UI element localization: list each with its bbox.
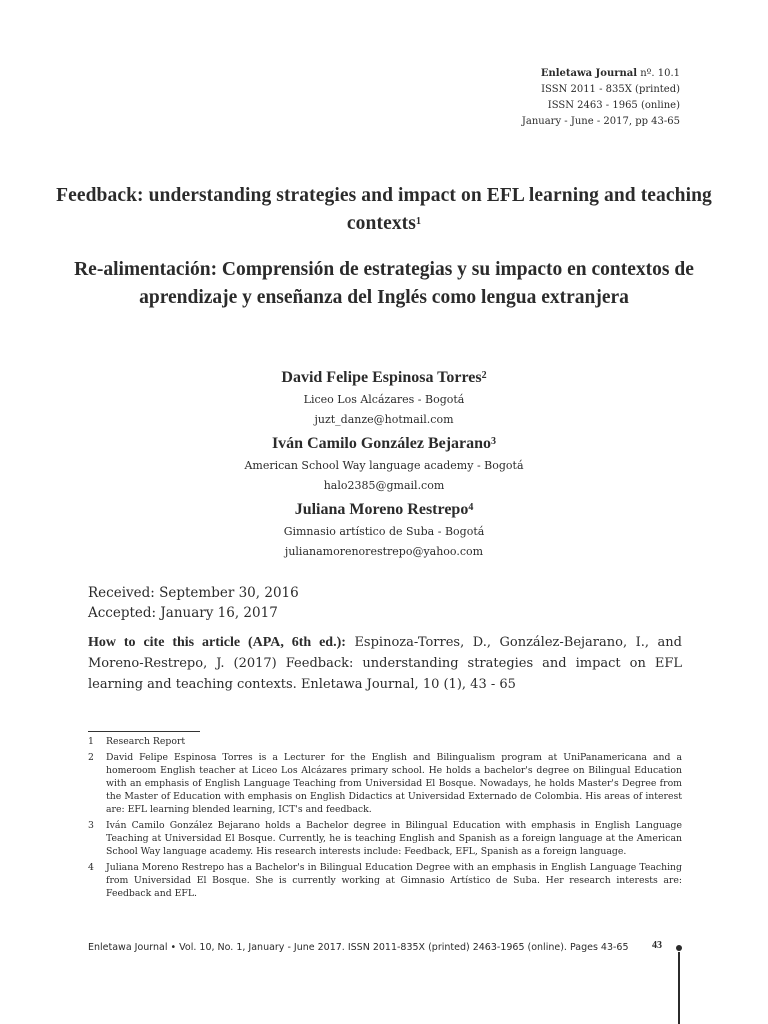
footnote-number: 3 <box>88 820 94 831</box>
author-name <box>0 498 768 522</box>
issue-number: nº. 10.1 <box>637 68 680 79</box>
citation-label: How to cite this article (APA, 6th ed.): <box>88 635 346 650</box>
author-affiliation: American School Way language academy - Bogotá <box>244 459 524 472</box>
footnote <box>88 861 682 900</box>
page-marker-dot-icon <box>676 945 682 951</box>
author-footnote-mark[interactable]: 4 <box>468 502 474 513</box>
footnote-text: Research Report <box>106 736 186 747</box>
article-title-text: Feedback: understanding strategies and impact on EFL learning and teaching contexts <box>56 185 712 234</box>
author-name-text: Juliana Moreno Restrepo <box>294 501 469 518</box>
author-email[interactable]: halo2385@gmail.com <box>323 479 445 492</box>
issn-printed: ISSN 2011 - 835X (printed) <box>541 84 680 95</box>
author-name-text: David Felipe Espinosa Torres <box>281 369 482 386</box>
journal-name: Enletawa Journal <box>540 68 638 79</box>
citation-block <box>88 632 682 695</box>
received-date: Received: September 30, 2016 <box>88 585 299 601</box>
author-name <box>0 366 768 390</box>
issn-online: ISSN 2463 - 1965 (online) <box>547 100 680 111</box>
author-affiliation: Gimnasio artístico de Suba - Bogotá <box>283 525 485 538</box>
footnote <box>88 735 682 748</box>
title-footnote-mark[interactable]: 1 <box>415 216 422 227</box>
footnote-number: 4 <box>88 862 94 873</box>
journal-issue <box>380 66 680 82</box>
accepted-date: Accepted: January 16, 2017 <box>88 605 278 621</box>
footnote-text: Juliana Moreno Restrepo has a Bachelor's in Bilingual Education Degree with an emphasis in English Language Teaching from Universidad El Bosque. She is currently working at Gimnasio Artístico de Suba. Her research interests are: Feedback and EFL. <box>106 862 682 899</box>
footnote <box>88 819 682 858</box>
footnote-divider <box>88 731 200 732</box>
page-number: 43 <box>652 940 662 951</box>
article-dates <box>88 583 299 623</box>
author-email[interactable]: julianamorenorestrepo@yahoo.com <box>284 545 484 558</box>
author-list <box>0 366 768 564</box>
page-footer: Enletawa Journal • Vol. 10, No. 1, January - June 2017. ISSN 2011-835X (printed) 2463-1965 (online). Pages 43-65 <box>88 942 629 953</box>
author-block <box>0 432 768 496</box>
author-email[interactable]: juzt_danze@hotmail.com <box>314 413 454 426</box>
footnote-text: Iván Camilo González Bejarano holds a Bachelor degree in Bilingual Education with emphasis in English Language Teaching at Universidad El Bosque. Currently, he is teaching English and Spanish as a foreign language at the American School Way language academy. His research interests include: Feedback, EFL, Spanish as a foreign language. <box>106 820 682 857</box>
citation-text: Espinoza-Torres, D., González-Bejarano, I., and Moreno-Restrepo, J. (2017) Feedback: understanding strategies and impact on EFL learning and teaching contexts. Enletawa Journal, 10 (1), 43 - 65 <box>88 635 682 692</box>
footnote-text: David Felipe Espinosa Torres is a Lecturer for the English and Bilingualism program at UniPanamericana and a homeroom English teacher at Liceo Los Alcázares primary school. He holds a bachelor's degree on Bilingual Education with an emphasis of English Language Teaching from Universidad El Bosque. Nowadays, he holds Master's Degree from the Master of Education with emphasis on English Didactics at Universidad Externado de Colombia. His areas of interest are: EFL learning blended learning, ICT's and feedback. <box>106 752 682 815</box>
issue-date-pages: January - June - 2017, pp 43-65 <box>521 116 680 127</box>
author-block <box>0 498 768 562</box>
footnote <box>88 751 682 816</box>
article-subtitle-spanish: Re-alimentación: Comprensión de estrategias y su impacto en contextos de aprendizaje y enseñanza del Inglés como lengua extranjera <box>74 259 694 308</box>
author-footnote-mark[interactable]: 2 <box>481 370 487 381</box>
article-title <box>40 182 728 238</box>
author-block <box>0 366 768 430</box>
journal-header <box>380 66 680 130</box>
author-affiliation: Liceo Los Alcázares - Bogotá <box>303 393 465 406</box>
footnote-list <box>88 735 682 903</box>
author-name <box>0 432 768 456</box>
author-footnote-mark[interactable]: 3 <box>491 436 497 447</box>
footnote-number: 1 <box>88 736 94 747</box>
author-name-text: Iván Camilo González Bejarano <box>271 435 492 452</box>
page-margin-rule <box>678 952 680 1024</box>
footnote-number: 2 <box>88 752 94 763</box>
